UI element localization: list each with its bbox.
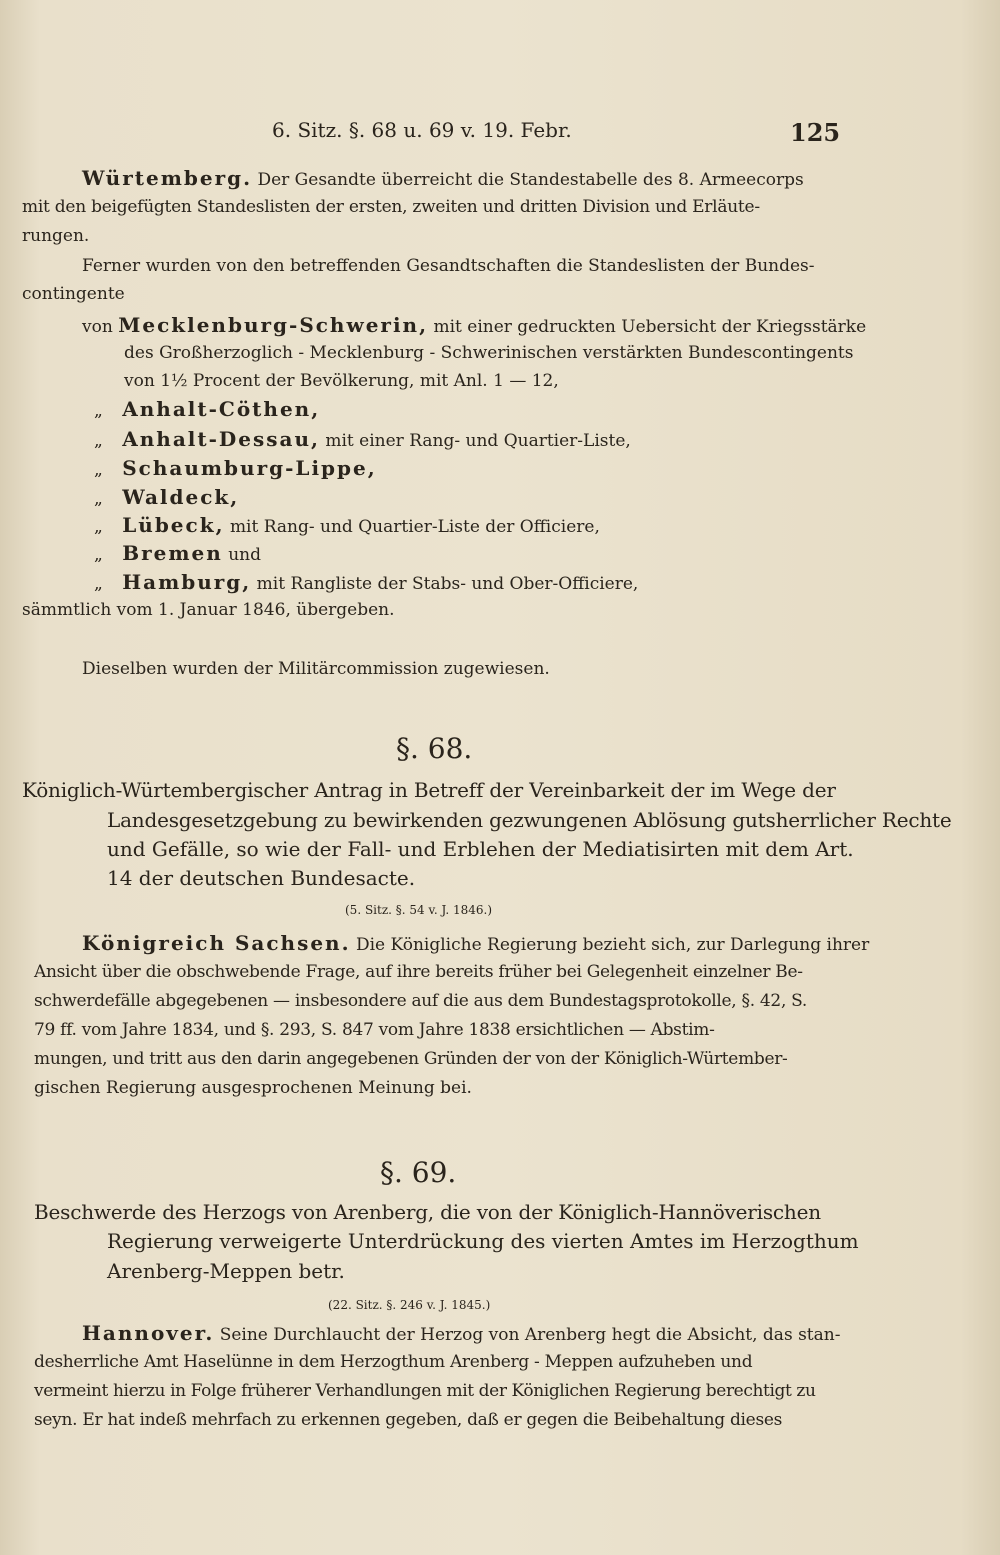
state-name: Königreich Sachsen. <box>82 931 351 955</box>
intro-text: Der Gesandte überreicht die Standestabelle des 8. Armeecorps <box>257 170 804 190</box>
intro-line-3: rungen. <box>22 226 90 246</box>
section-title: Landesgesetzgebung zu bewirkenden gezwungenen Ablösung gutsherrlicher Rechte <box>107 808 952 832</box>
paragraph-line: gischen Regierung ausgesprochenen Meinung bei. <box>34 1078 472 1098</box>
list-item <box>94 513 600 539</box>
referral-note: Dieselben wurden der Militärcommission zugewiesen. <box>82 659 550 679</box>
state-name: Lübeck, <box>122 513 225 537</box>
ditto-mark: „ <box>94 489 103 509</box>
intro-line-5: contingente <box>22 284 125 304</box>
list-desc: mit einer Rang- und Quartier-Liste, <box>325 431 631 451</box>
list-desc: mit Rangliste der Stabs- und Ober-Officiere, <box>256 574 639 594</box>
ditto-mark: „ <box>94 517 103 537</box>
intro-line-2: mit den beigefügten Standeslisten der ersten, zweiten und dritten Division und Erläute- <box>22 197 760 217</box>
ditto-mark: „ <box>94 574 103 594</box>
page-number: 125 <box>790 118 841 147</box>
state-name: Bremen <box>122 541 223 565</box>
list-closing: sämmtlich vom 1. Januar 1846, übergeben. <box>22 600 395 620</box>
paragraph-line: schwerdefälle abgegebenen — insbesondere auf die aus dem Bundestagsprotokolle, §. 42, S. <box>34 991 807 1011</box>
list-item <box>94 570 638 596</box>
ditto-mark: „ <box>94 460 103 480</box>
paragraph-line: desherrliche Amt Haselünne in dem Herzogthum Arenberg - Meppen aufzuheben und <box>34 1352 753 1372</box>
ditto-mark: „ <box>94 431 103 451</box>
section-title: und Gefälle, so wie der Fall- und Erblehen der Mediatisirten mit dem Art. <box>107 837 854 861</box>
ditto-mark: „ <box>94 545 103 565</box>
section-title: Königlich-Würtembergischer Antrag in Betreff der Vereinbarkeit der im Wege der <box>22 778 836 802</box>
list-item <box>94 485 239 511</box>
state-name: Anhalt-Cöthen, <box>122 397 321 421</box>
section-title: Regierung verweigerte Unterdrückung des vierten Amtes im Herzogthum <box>107 1229 859 1253</box>
state-name: Würtemberg. <box>82 166 253 190</box>
section-reference: (5. Sitz. §. 54 v. J. 1846.) <box>345 903 493 917</box>
intro-line-4: Ferner wurden von den betreffenden Gesandtschaften die Standeslisten der Bundes- <box>82 256 815 276</box>
list-desc: mit einer gedruckten Uebersicht der Kriegsstärke <box>433 317 867 337</box>
list-desc: und <box>228 545 261 565</box>
paragraph-line: Ansicht über die obschwebende Frage, auf ihre bereits früher bei Gelegenheit einzelner Be- <box>34 962 803 982</box>
state-name: Hannover. <box>82 1321 215 1345</box>
list-item <box>94 541 261 567</box>
list-item <box>94 427 631 453</box>
section-reference: (22. Sitz. §. 246 v. J. 1845.) <box>328 1298 491 1312</box>
section-title: 14 der deutschen Bundesacte. <box>107 866 416 890</box>
section-title: Arenberg-Meppen betr. <box>107 1259 345 1283</box>
state-name: Anhalt-Dessau, <box>122 427 320 451</box>
list-item <box>94 397 320 423</box>
state-name: Mecklenburg-Schwerin, <box>118 313 429 337</box>
list-item: des Großherzoglich - Mecklenburg - Schwerinischen verstärkten Bundescontingents <box>124 343 854 363</box>
paragraph-line: mungen, und tritt aus den darin angegebenen Gründen der von der Königlich-Würtember- <box>34 1049 788 1069</box>
state-name: Schaumburg-Lippe, <box>122 456 377 480</box>
list-prefix: von <box>82 317 113 337</box>
section-title: Beschwerde des Herzogs von Arenberg, die von der Königlich-Hannöverischen <box>34 1200 821 1224</box>
list-desc: mit Rang- und Quartier-Liste der Officiere, <box>229 517 600 537</box>
list-item: von 1½ Procent der Bevölkerung, mit Anl. 1 — 12, <box>124 371 559 391</box>
paragraph-line <box>82 1321 840 1347</box>
paragraph-text: Seine Durchlaucht der Herzog von Arenberg hegt die Absicht, das stan- <box>219 1325 841 1345</box>
intro-line-1 <box>82 166 804 192</box>
list-item <box>82 313 866 339</box>
paragraph-line <box>82 931 869 957</box>
paragraph-line: seyn. Er hat indeß mehrfach zu erkennen gegeben, daß er gegen die Beibehaltung dieses <box>34 1410 783 1430</box>
state-name: Hamburg, <box>122 570 252 594</box>
paragraph-line: 79 ff. vom Jahre 1834, und §. 293, S. 847 vom Jahre 1838 ersichtlichen — Abstim- <box>34 1020 715 1040</box>
section-heading-69: §. 69. <box>380 1156 457 1189</box>
ditto-mark: „ <box>94 401 103 421</box>
paragraph-line: vermeint hierzu in Folge früherer Verhandlungen mit der Königlichen Regierung berechtigt zu <box>34 1381 816 1401</box>
state-name: Waldeck, <box>122 485 240 509</box>
running-head: 6. Sitz. §. 68 u. 69 v. 19. Febr. <box>272 118 572 142</box>
list-item <box>94 456 377 482</box>
paragraph-text: Die Königliche Regierung bezieht sich, zur Darlegung ihrer <box>355 935 870 955</box>
section-heading-68: §. 68. <box>396 732 473 765</box>
